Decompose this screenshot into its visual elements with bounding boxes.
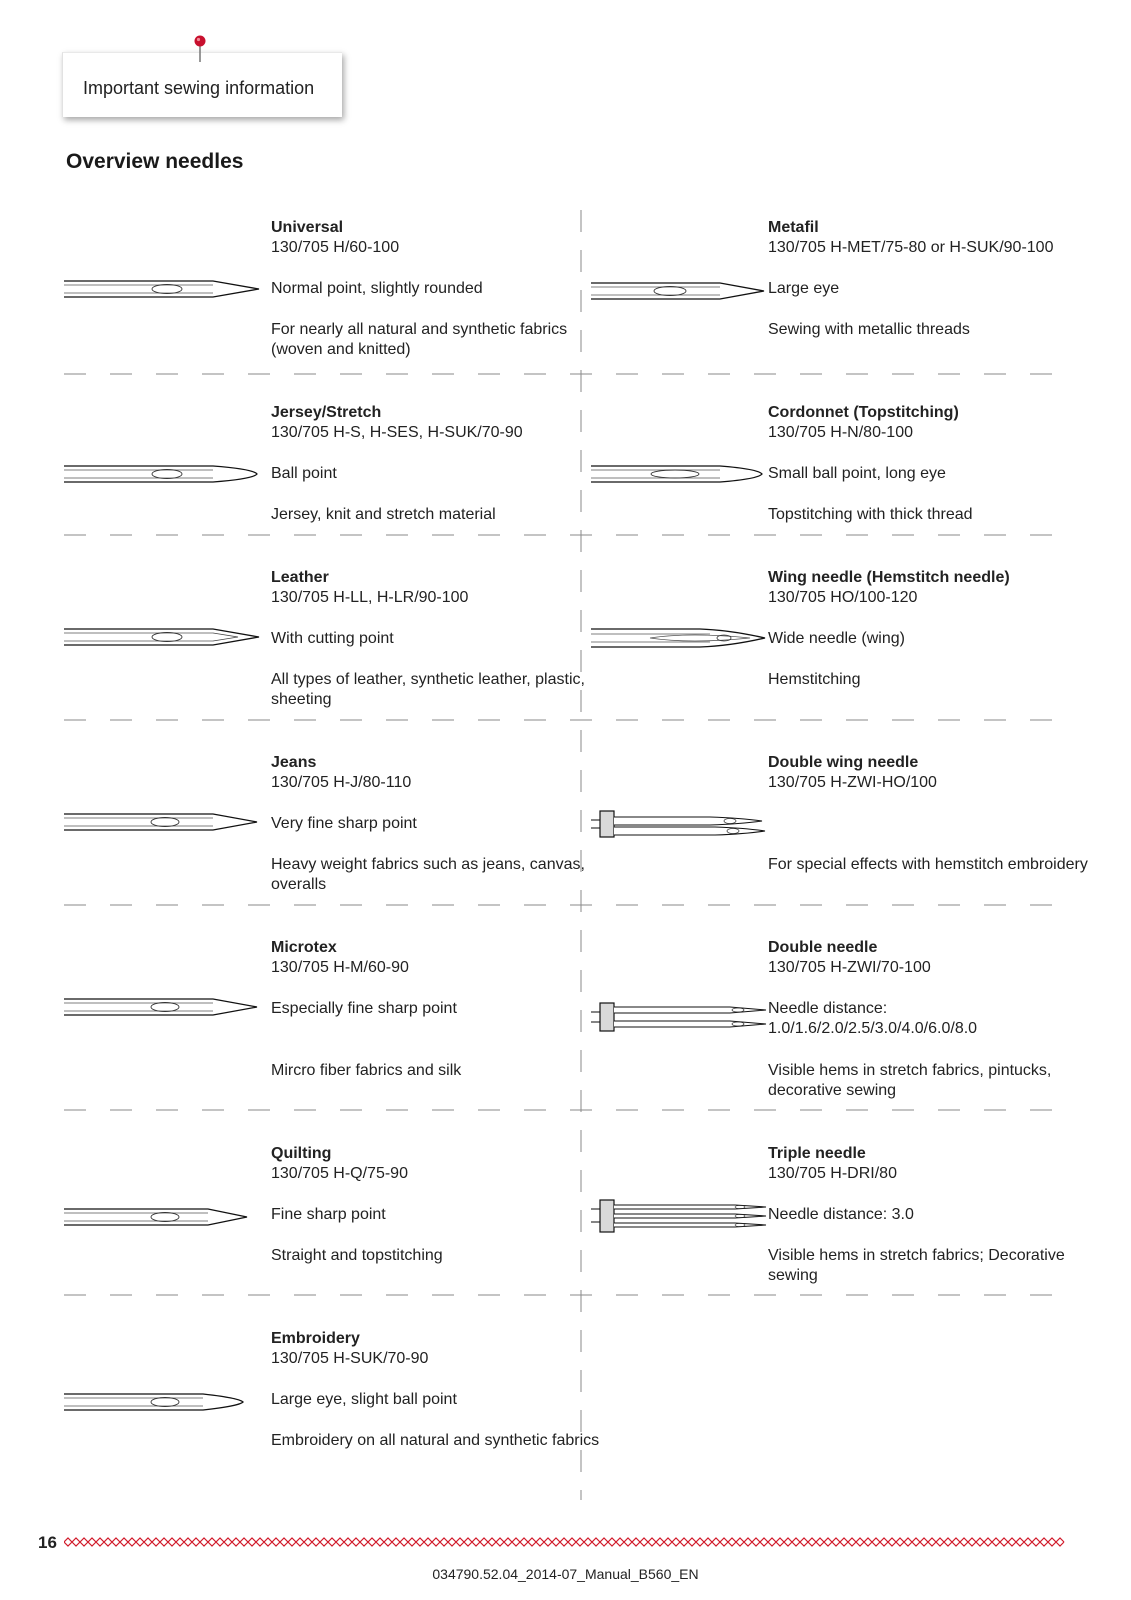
needle-use: Jersey, knit and stretch material [271, 506, 496, 523]
jeans-needle-icon [63, 811, 263, 833]
needle-title: Double wing needle [768, 754, 919, 771]
double-wing-needle-icon [590, 808, 775, 844]
metafil-needle-icon [590, 280, 770, 302]
universal-needle-icon [63, 278, 263, 300]
embroidery-needle-icon [63, 1391, 263, 1413]
needle-code: 130/705 H-SUK/70-90 [271, 1350, 429, 1367]
needle-entry-quilting [271, 1144, 601, 1264]
needle-title: Leather [271, 569, 329, 586]
needle-code: 130/705 H-M/60-90 [271, 959, 409, 976]
needle-entry-universal [271, 218, 601, 358]
needle-point: Wide needle (wing) [768, 630, 905, 647]
needle-point: Fine sharp point [271, 1206, 386, 1223]
needle-entry-triple [768, 1144, 1098, 1284]
needle-point: Especially fine sharp point [271, 1000, 457, 1017]
needle-entry-microtex [271, 938, 601, 1079]
needle-title: Embroidery [271, 1330, 360, 1347]
needle-title: Universal [271, 219, 344, 236]
needle-title: Jeans [271, 754, 317, 771]
needle-title: Double needle [768, 939, 878, 956]
needle-use: Visible hems in stretch fabrics; Decorative sewing [768, 1247, 1065, 1284]
needle-point: Ball point [271, 465, 337, 482]
leather-needle-icon [63, 626, 263, 648]
needle-entry-wing [768, 568, 1098, 688]
microtex-needle-icon [63, 996, 263, 1018]
needle-use: Embroidery on all natural and synthetic fabrics [271, 1432, 600, 1449]
needle-code: 130/705 H/60-100 [271, 239, 400, 256]
needle-point: Needle distance: 3.0 [768, 1206, 914, 1223]
needle-entry-double [768, 938, 1098, 1099]
double-needle-icon [590, 1000, 775, 1036]
needle-entry-double-wing [768, 753, 1098, 873]
decorative-stitch-border [64, 1533, 1074, 1551]
needle-entry-jeans [271, 753, 601, 893]
cordonnet-needle-icon [590, 463, 770, 485]
page-number: 16 [38, 1533, 57, 1552]
needle-point: Large eye [768, 280, 840, 297]
needle-use: Straight and topstitching [271, 1247, 443, 1264]
needle-point: With cutting point [271, 630, 394, 647]
needle-code: 130/705 H-DRI/80 [768, 1165, 897, 1182]
needle-point: Normal point, slightly rounded [271, 280, 483, 297]
needle-title: Triple needle [768, 1145, 866, 1162]
triple-needle-icon [590, 1198, 775, 1236]
needle-point: Very fine sharp point [271, 815, 417, 832]
needle-use: Topstitching with thick thread [768, 506, 973, 523]
needle-use: Sewing with metallic threads [768, 321, 970, 338]
needle-title: Quilting [271, 1145, 332, 1162]
needle-entry-metafil [768, 218, 1098, 338]
needle-code: 130/705 H-ZWI/70-100 [768, 959, 931, 976]
jersey-needle-icon [63, 463, 263, 485]
quilting-needle-icon [63, 1206, 263, 1228]
needle-use: Visible hems in stretch fabrics, pintucks, decorative sewing [768, 1062, 1052, 1099]
document-id: 034790.52.04_2014-07_Manual_B560_EN [432, 1566, 699, 1582]
needle-code: 130/705 H-ZWI-HO/100 [768, 774, 937, 791]
needle-entry-jersey [271, 403, 601, 523]
header-tab-label: Important sewing information [83, 78, 315, 98]
needle-title: Wing needle (Hemstitch needle) [768, 569, 1010, 586]
needle-point: Small ball point, long eye [768, 465, 946, 482]
needle-entry-embroidery [271, 1329, 601, 1449]
needle-use: Heavy weight fabrics such as jeans, canvas, overalls [271, 856, 585, 893]
needle-use: For special effects with hemstitch embroidery [768, 856, 1088, 873]
needle-title: Jersey/Stretch [271, 404, 382, 421]
needle-code: 130/705 H-MET/75-80 or H-SUK/90-100 [768, 239, 1054, 256]
needle-use: For nearly all natural and synthetic fabrics (woven and knitted) [271, 321, 568, 358]
needle-title: Cordonnet (Topstitching) [768, 404, 959, 421]
needle-use: Hemstitching [768, 671, 861, 688]
wing-needle-icon [590, 624, 770, 652]
needle-point: Large eye, slight ball point [271, 1391, 457, 1408]
needle-use: Mircro fiber fabrics and silk [271, 1062, 462, 1079]
needle-code: 130/705 H-J/80-110 [271, 774, 412, 791]
needle-code: 130/705 H-Q/75-90 [271, 1165, 408, 1182]
needle-code: 130/705 H-LL, H-LR/90-100 [271, 589, 469, 606]
needle-entry-leather [271, 568, 601, 708]
needle-use: All types of leather, synthetic leather, plastic, sheeting [271, 671, 585, 708]
needle-point: Needle distance: 1.0/1.6/2.0/2.5/3.0/4.0/6.0/8.0 [768, 1000, 978, 1037]
needle-title: Metafil [768, 219, 819, 236]
needle-title: Microtex [271, 939, 337, 956]
section-title: Overview needles [66, 150, 244, 173]
needle-entry-cordonnet [768, 403, 1098, 523]
needle-code: 130/705 H-S, H-SES, H-SUK/70-90 [271, 424, 523, 441]
needle-code: 130/705 H-N/80-100 [768, 424, 913, 441]
needle-code: 130/705 HO/100-120 [768, 589, 918, 606]
